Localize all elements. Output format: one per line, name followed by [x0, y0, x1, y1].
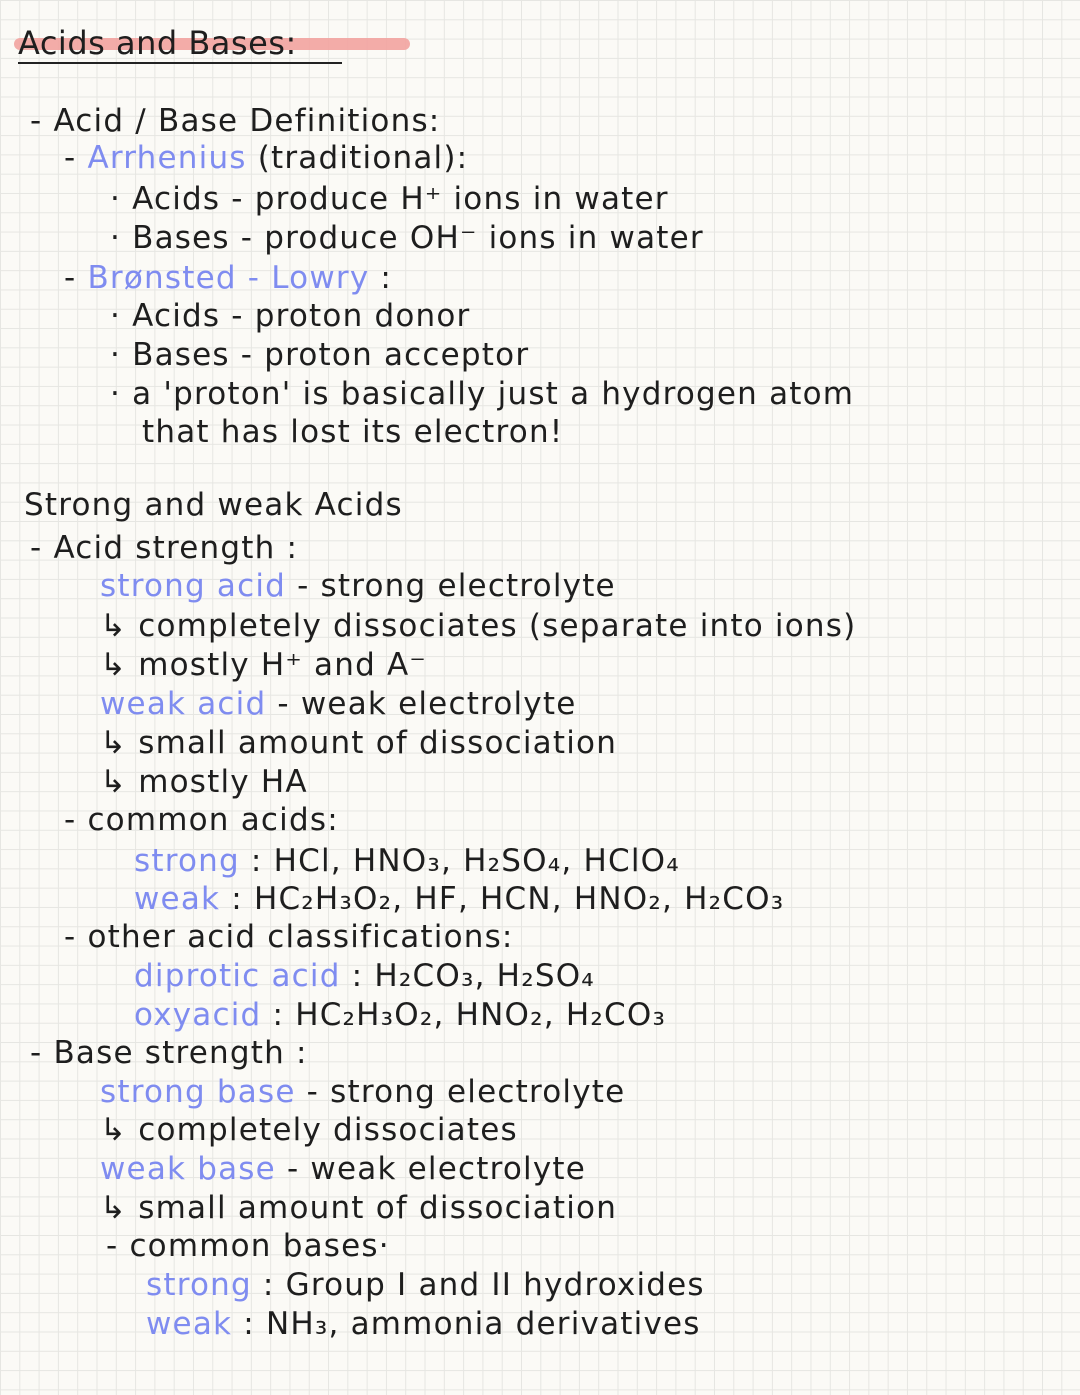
arrhenius-row: - Arrhenius (traditional): [64, 140, 469, 176]
weak-acid-note-2: ↳ mostly HA [100, 764, 308, 800]
title-underline [18, 62, 342, 64]
common-acids-weak: weak : HC₂H₃O₂, HF, HCN, HNO₂, H₂CO₃ [134, 881, 785, 917]
strong-base-term: strong base [100, 1074, 296, 1110]
weak-acid-note-1: ↳ small amount of dissociation [100, 725, 618, 761]
strong-weak-heading: Strong and weak Acids [24, 487, 403, 523]
proton-note-2: that has lost its electron! [142, 414, 564, 450]
proton-note-1: · a 'proton' is basically just a hydrogen atom [110, 376, 855, 412]
strong-base-row: strong base - strong electrolyte [100, 1074, 626, 1110]
weak-base-note: ↳ small amount of dissociation [100, 1190, 618, 1226]
weak-acid-row: weak acid - weak electrolyte [100, 686, 577, 722]
weak-acid-term: weak acid [100, 686, 267, 722]
common-bases-weak: weak : NH₃, ammonia derivatives [146, 1306, 701, 1342]
arrhenius-term: Arrhenius [87, 140, 247, 176]
common-bases-heading: - common bases· [106, 1228, 390, 1264]
other-classifications-heading: - other acid classifications: [64, 919, 514, 955]
bronsted-base: · Bases - proton acceptor [110, 337, 530, 373]
diprotic-row: diprotic acid : H₂CO₃, H₂SO₄ [134, 958, 595, 994]
weak-base-row: weak base - weak electrolyte [100, 1151, 587, 1187]
common-acids-heading: - common acids: [64, 802, 339, 838]
strong-acid-note-2: ↳ mostly H⁺ and A⁻ [100, 647, 427, 683]
bronsted-acid: · Acids - proton donor [110, 298, 471, 334]
base-strength-heading: - Base strength : [30, 1035, 308, 1071]
bronsted-term: Brønsted - Lowry [87, 260, 370, 296]
oxyacid-row: oxyacid : HC₂H₃O₂, HNO₂, H₂CO₃ [134, 997, 667, 1033]
page-title: Acids and Bases: [18, 24, 297, 62]
bronsted-row: - Brønsted - Lowry : [64, 260, 393, 296]
strong-acid-note-1: ↳ completely dissociates (separate into ions) [100, 608, 857, 644]
common-acids-strong: strong : HCl, HNO₃, H₂SO₄, HClO₄ [134, 843, 680, 879]
strong-base-note: ↳ completely dissociates [100, 1112, 518, 1148]
arrhenius-acid: · Acids - produce H⁺ ions in water [110, 181, 669, 217]
arrhenius-base: · Bases - produce OH⁻ ions in water [110, 220, 704, 256]
strong-acid-term: strong acid [100, 568, 287, 604]
strong-acid-row: strong acid - strong electrolyte [100, 568, 616, 604]
acid-strength-heading: - Acid strength : [30, 530, 299, 566]
weak-base-term: weak base [100, 1151, 276, 1187]
common-bases-strong: strong : Group I and II hydroxides [146, 1267, 705, 1303]
definitions-heading: - Acid / Base Definitions: [30, 103, 441, 139]
